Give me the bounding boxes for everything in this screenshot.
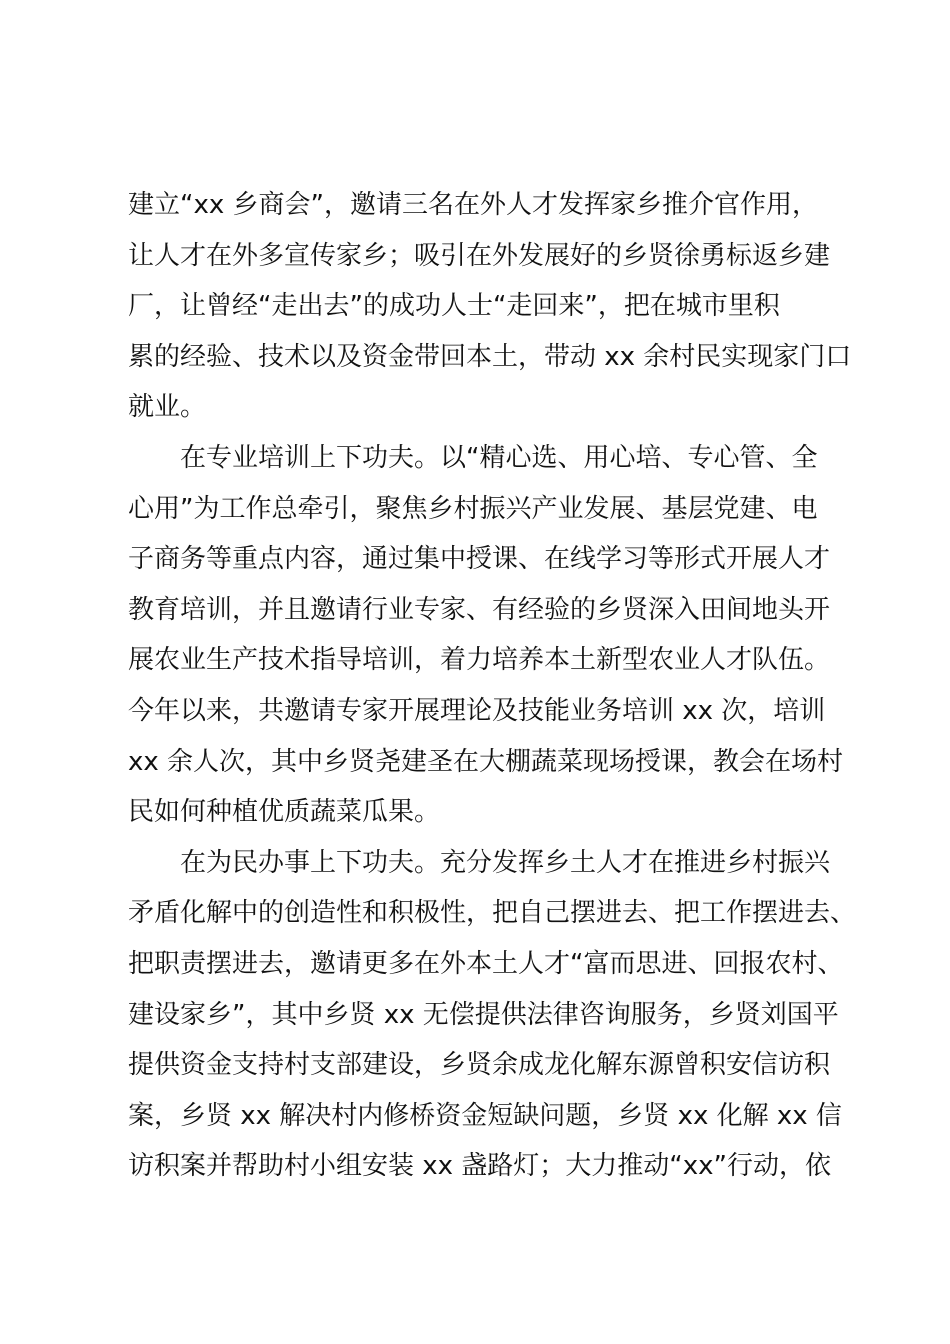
text-line: 提供资金支持村支部建设，乡贤余成龙化解东源曾积安信访积 — [128, 1050, 831, 1081]
text-line: 建立“xx 乡商会”，邀请三名在外人才发挥家乡推介官作用， — [128, 190, 818, 220]
text-line: 展农业生产技术指导培训，着力培养本土新型农业人才队伍。 — [128, 645, 831, 676]
text-line: 民如何种植优质蔬菜瓜果。 — [128, 797, 441, 828]
text-line: 教育培训，并且邀请行业专家、有经验的乡贤深入田间地头开 — [128, 594, 831, 625]
text-line: xx 余人次，其中乡贤尧建圣在大棚蔬菜现场授课，教会在场村 — [128, 746, 844, 777]
text-line: 就业。 — [128, 392, 207, 423]
text-line: 心用”为工作总牵引，聚焦乡村振兴产业发展、基层党建、电 — [128, 493, 818, 524]
text-line: 案，乡贤 xx 解决村内修桥资金短缺问题，乡贤 xx 化解 xx 信 — [128, 1100, 842, 1131]
text-line: 今年以来，共邀请专家开展理论及技能业务培训 xx 次，培训 — [128, 695, 826, 726]
paragraph-heading-line: 在为民办事上下功夫。充分发挥乡土人才在推进乡村振兴 — [180, 847, 831, 878]
text-line: 让人才在外多宣传家乡；吸引在外发展好的乡贤徐勇标返乡建 — [128, 240, 831, 271]
paragraph-heading-line: 在专业培训上下功夫。以“精心选、用心培、专心管、全 — [180, 442, 818, 473]
text-line: 访积案并帮助村小组安装 xx 盏路灯；大力推动“xx”行动，依 — [128, 1151, 832, 1182]
document-body — [128, 180, 857, 1192]
text-line: 子商务等重点内容，通过集中授课、在线学习等形式开展人才 — [128, 544, 831, 575]
text-line: 厂，让曾经“走出去”的成功人士“走回来”，把在城市里积 — [128, 291, 780, 322]
text-line: 矛盾化解中的创造性和积极性，把自己摆进去、把工作摆进去、 — [128, 898, 857, 929]
text-line: 累的经验、技术以及资金带回本土，带动 xx 余村民实现家门口 — [128, 341, 852, 372]
text-line: 建设家乡”，其中乡贤 xx 无偿提供法律咨询服务，乡贤刘国平 — [128, 999, 839, 1030]
text-line: 把职责摆进去，邀请更多在外本土人才“富而思进、回报农村、 — [128, 948, 844, 979]
